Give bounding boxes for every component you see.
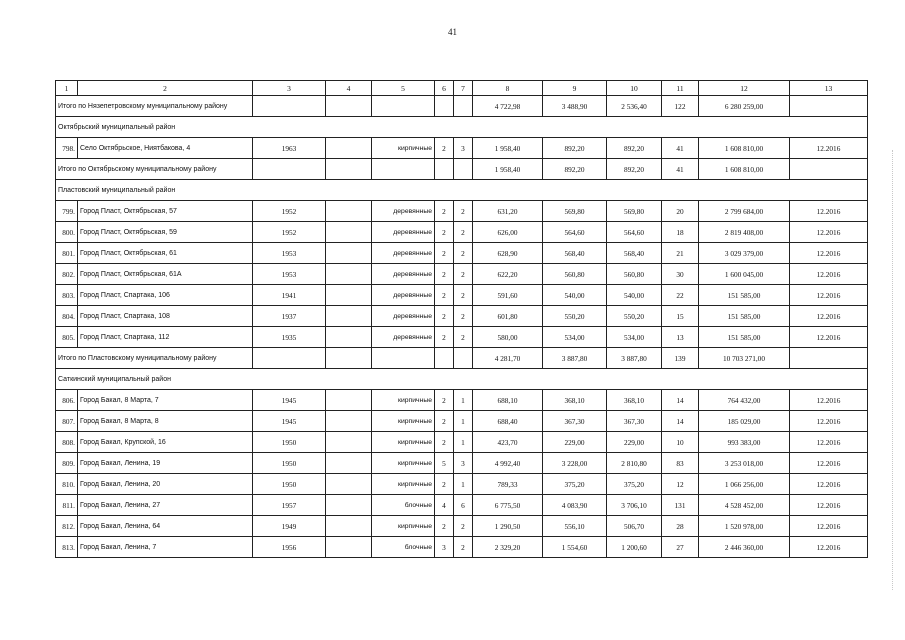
year-cell: 1950 bbox=[253, 474, 326, 495]
living-area-cell: 3 228,00 bbox=[543, 453, 607, 474]
deadline-cell: 12.2016 bbox=[790, 327, 868, 348]
entrances-cell: 1 bbox=[454, 432, 473, 453]
residents-cell: 12 bbox=[662, 474, 699, 495]
empty-cell bbox=[326, 348, 372, 369]
table-row bbox=[56, 306, 868, 327]
living-area-cell: 556,10 bbox=[543, 516, 607, 537]
floors-cell: 2 bbox=[435, 243, 454, 264]
address-cell: Город Бакал, Ленина, 64 bbox=[78, 516, 253, 537]
address-cell: Город Бакал, 8 Марта, 7 bbox=[78, 390, 253, 411]
residential-area-cell: 368,10 bbox=[607, 390, 662, 411]
material-cell: блочные bbox=[372, 495, 435, 516]
total-living-area: 892,20 bbox=[543, 159, 607, 180]
deadline-cell: 12.2016 bbox=[790, 474, 868, 495]
address-cell: Город Пласт, Октябрьская, 59 bbox=[78, 222, 253, 243]
address-cell: Город Пласт, Октябрьская, 61А bbox=[78, 264, 253, 285]
table-row bbox=[56, 432, 868, 453]
material-cell: блочные bbox=[372, 537, 435, 558]
total-cost: 6 280 259,00 bbox=[699, 96, 790, 117]
total-residents: 122 bbox=[662, 96, 699, 117]
entrances-cell: 3 bbox=[454, 138, 473, 159]
cost-cell: 764 432,00 bbox=[699, 390, 790, 411]
material-cell: кирпичные bbox=[372, 390, 435, 411]
area-cell: 423,70 bbox=[473, 432, 543, 453]
area-cell: 591,60 bbox=[473, 285, 543, 306]
total-residential-area: 3 887,80 bbox=[607, 348, 662, 369]
table-row bbox=[56, 495, 868, 516]
housing-table bbox=[55, 80, 868, 558]
residents-cell: 13 bbox=[662, 327, 699, 348]
header-row bbox=[56, 81, 868, 96]
col4-cell bbox=[326, 411, 372, 432]
year-cell: 1963 bbox=[253, 138, 326, 159]
cost-cell: 3 253 018,00 bbox=[699, 453, 790, 474]
cost-cell: 151 585,00 bbox=[699, 327, 790, 348]
col4-cell bbox=[326, 222, 372, 243]
material-cell: деревянные bbox=[372, 327, 435, 348]
floors-cell: 2 bbox=[435, 474, 454, 495]
row-number: 810. bbox=[56, 474, 78, 495]
floors-cell: 4 bbox=[435, 495, 454, 516]
area-cell: 789,33 bbox=[473, 474, 543, 495]
section-row bbox=[56, 117, 868, 138]
material-cell: деревянные bbox=[372, 201, 435, 222]
entrances-cell: 1 bbox=[454, 390, 473, 411]
residents-cell: 18 bbox=[662, 222, 699, 243]
residents-cell: 41 bbox=[662, 138, 699, 159]
table-row bbox=[56, 222, 868, 243]
year-cell: 1953 bbox=[253, 264, 326, 285]
year-cell: 1950 bbox=[253, 432, 326, 453]
cost-cell: 1 066 256,00 bbox=[699, 474, 790, 495]
table-row bbox=[56, 537, 868, 558]
address-cell: Город Пласт, Спартака, 112 bbox=[78, 327, 253, 348]
col4-cell bbox=[326, 390, 372, 411]
living-area-cell: 4 083,90 bbox=[543, 495, 607, 516]
material-cell: кирпичные bbox=[372, 516, 435, 537]
deadline-cell: 12.2016 bbox=[790, 138, 868, 159]
residents-cell: 30 bbox=[662, 264, 699, 285]
area-cell: 4 992,40 bbox=[473, 453, 543, 474]
entrances-cell: 3 bbox=[454, 453, 473, 474]
floors-cell: 2 bbox=[435, 201, 454, 222]
row-number: 812. bbox=[56, 516, 78, 537]
area-cell: 628,90 bbox=[473, 243, 543, 264]
residential-area-cell: 560,80 bbox=[607, 264, 662, 285]
col4-cell bbox=[326, 495, 372, 516]
empty-cell bbox=[253, 96, 326, 117]
year-cell: 1941 bbox=[253, 285, 326, 306]
table-row bbox=[56, 285, 868, 306]
row-number: 813. bbox=[56, 537, 78, 558]
total-residential-area: 892,20 bbox=[607, 159, 662, 180]
row-number: 806. bbox=[56, 390, 78, 411]
empty-cell bbox=[454, 96, 473, 117]
total-deadline bbox=[790, 348, 868, 369]
header-cell: 5 bbox=[372, 81, 435, 96]
deadline-cell: 12.2016 bbox=[790, 285, 868, 306]
entrances-cell: 2 bbox=[454, 327, 473, 348]
residential-area-cell: 229,00 bbox=[607, 432, 662, 453]
table-row bbox=[56, 201, 868, 222]
section-title: Октябрьский муниципальный район bbox=[56, 117, 868, 138]
floors-cell: 2 bbox=[435, 432, 454, 453]
residential-area-cell: 506,70 bbox=[607, 516, 662, 537]
area-cell: 622,20 bbox=[473, 264, 543, 285]
header-cell: 4 bbox=[326, 81, 372, 96]
empty-cell bbox=[454, 348, 473, 369]
year-cell: 1953 bbox=[253, 243, 326, 264]
total-row bbox=[56, 159, 868, 180]
entrances-cell: 2 bbox=[454, 285, 473, 306]
empty-cell bbox=[435, 348, 454, 369]
row-number: 807. bbox=[56, 411, 78, 432]
material-cell: кирпичные bbox=[372, 411, 435, 432]
area-cell: 6 775,50 bbox=[473, 495, 543, 516]
floors-cell: 5 bbox=[435, 453, 454, 474]
header-cell: 12 bbox=[699, 81, 790, 96]
cost-cell: 2 446 360,00 bbox=[699, 537, 790, 558]
section-title: Саткинский муниципальный район bbox=[56, 369, 868, 390]
deadline-cell: 12.2016 bbox=[790, 390, 868, 411]
residents-cell: 15 bbox=[662, 306, 699, 327]
deadline-cell: 12.2016 bbox=[790, 201, 868, 222]
deadline-cell: 12.2016 bbox=[790, 411, 868, 432]
row-number: 811. bbox=[56, 495, 78, 516]
area-cell: 2 329,20 bbox=[473, 537, 543, 558]
living-area-cell: 1 554,60 bbox=[543, 537, 607, 558]
row-number: 800. bbox=[56, 222, 78, 243]
page-number: 41 bbox=[448, 27, 457, 37]
empty-cell bbox=[253, 159, 326, 180]
living-area-cell: 550,20 bbox=[543, 306, 607, 327]
deadline-cell: 12.2016 bbox=[790, 537, 868, 558]
year-cell: 1952 bbox=[253, 201, 326, 222]
year-cell: 1957 bbox=[253, 495, 326, 516]
address-cell: Город Бакал, Ленина, 19 bbox=[78, 453, 253, 474]
year-cell: 1956 bbox=[253, 537, 326, 558]
table-row bbox=[56, 474, 868, 495]
empty-cell bbox=[326, 159, 372, 180]
empty-cell bbox=[372, 348, 435, 369]
living-area-cell: 560,80 bbox=[543, 264, 607, 285]
col4-cell bbox=[326, 285, 372, 306]
residential-area-cell: 367,30 bbox=[607, 411, 662, 432]
residents-cell: 83 bbox=[662, 453, 699, 474]
cost-cell: 2 799 684,00 bbox=[699, 201, 790, 222]
col4-cell bbox=[326, 201, 372, 222]
area-cell: 688,10 bbox=[473, 390, 543, 411]
area-cell: 631,20 bbox=[473, 201, 543, 222]
residents-cell: 14 bbox=[662, 390, 699, 411]
floors-cell: 2 bbox=[435, 516, 454, 537]
living-area-cell: 564,60 bbox=[543, 222, 607, 243]
residential-area-cell: 540,00 bbox=[607, 285, 662, 306]
total-area: 4 281,70 bbox=[473, 348, 543, 369]
total-label: Итого по Нязепетровскому муниципальному району bbox=[56, 96, 253, 117]
entrances-cell: 2 bbox=[454, 516, 473, 537]
residential-area-cell: 534,00 bbox=[607, 327, 662, 348]
year-cell: 1935 bbox=[253, 327, 326, 348]
row-number: 805. bbox=[56, 327, 78, 348]
residential-area-cell: 3 706,10 bbox=[607, 495, 662, 516]
material-cell: деревянные bbox=[372, 306, 435, 327]
residents-cell: 20 bbox=[662, 201, 699, 222]
cost-cell: 1 520 978,00 bbox=[699, 516, 790, 537]
entrances-cell: 6 bbox=[454, 495, 473, 516]
deadline-cell: 12.2016 bbox=[790, 264, 868, 285]
total-row bbox=[56, 96, 868, 117]
living-area-cell: 534,00 bbox=[543, 327, 607, 348]
table-row bbox=[56, 411, 868, 432]
cost-cell: 1 600 045,00 bbox=[699, 264, 790, 285]
col4-cell bbox=[326, 474, 372, 495]
table-row bbox=[56, 390, 868, 411]
deadline-cell: 12.2016 bbox=[790, 495, 868, 516]
header-cell: 3 bbox=[253, 81, 326, 96]
living-area-cell: 367,30 bbox=[543, 411, 607, 432]
section-title: Пластовский муниципальный район bbox=[56, 180, 868, 201]
deadline-cell: 12.2016 bbox=[790, 432, 868, 453]
total-label: Итого по Октябрьскому муниципальному району bbox=[56, 159, 253, 180]
empty-cell bbox=[326, 96, 372, 117]
row-number: 801. bbox=[56, 243, 78, 264]
floors-cell: 2 bbox=[435, 285, 454, 306]
cost-cell: 151 585,00 bbox=[699, 306, 790, 327]
address-cell: Город Бакал, Ленина, 27 bbox=[78, 495, 253, 516]
floors-cell: 2 bbox=[435, 306, 454, 327]
deadline-cell: 12.2016 bbox=[790, 243, 868, 264]
floors-cell: 2 bbox=[435, 138, 454, 159]
entrances-cell: 2 bbox=[454, 306, 473, 327]
empty-cell bbox=[454, 159, 473, 180]
table-row bbox=[56, 264, 868, 285]
cost-cell: 993 383,00 bbox=[699, 432, 790, 453]
residents-cell: 131 bbox=[662, 495, 699, 516]
address-cell: Город Пласт, Спартака, 106 bbox=[78, 285, 253, 306]
total-cost: 1 608 810,00 bbox=[699, 159, 790, 180]
address-cell: Город Бакал, Крупской, 16 bbox=[78, 432, 253, 453]
table-body bbox=[56, 81, 868, 558]
residential-area-cell: 568,40 bbox=[607, 243, 662, 264]
total-living-area: 3 488,90 bbox=[543, 96, 607, 117]
scan-edge-noise bbox=[892, 150, 894, 590]
empty-cell bbox=[253, 348, 326, 369]
total-label: Итого по Пластовскому муниципальному району bbox=[56, 348, 253, 369]
year-cell: 1945 bbox=[253, 390, 326, 411]
entrances-cell: 1 bbox=[454, 411, 473, 432]
cost-cell: 2 819 408,00 bbox=[699, 222, 790, 243]
residential-area-cell: 375,20 bbox=[607, 474, 662, 495]
residents-cell: 27 bbox=[662, 537, 699, 558]
entrances-cell: 2 bbox=[454, 201, 473, 222]
total-deadline bbox=[790, 159, 868, 180]
entrances-cell: 1 bbox=[454, 474, 473, 495]
year-cell: 1945 bbox=[253, 411, 326, 432]
material-cell: деревянные bbox=[372, 222, 435, 243]
deadline-cell: 12.2016 bbox=[790, 222, 868, 243]
header-cell: 10 bbox=[607, 81, 662, 96]
table-row bbox=[56, 453, 868, 474]
header-cell: 13 bbox=[790, 81, 868, 96]
total-row bbox=[56, 348, 868, 369]
empty-cell bbox=[372, 159, 435, 180]
deadline-cell: 12.2016 bbox=[790, 453, 868, 474]
total-area: 1 958,40 bbox=[473, 159, 543, 180]
living-area-cell: 368,10 bbox=[543, 390, 607, 411]
cost-cell: 151 585,00 bbox=[699, 285, 790, 306]
section-row bbox=[56, 369, 868, 390]
entrances-cell: 2 bbox=[454, 537, 473, 558]
total-deadline bbox=[790, 96, 868, 117]
total-residential-area: 2 536,40 bbox=[607, 96, 662, 117]
col4-cell bbox=[326, 453, 372, 474]
material-cell: кирпичные bbox=[372, 432, 435, 453]
address-cell: Город Бакал, Ленина, 7 bbox=[78, 537, 253, 558]
row-number: 809. bbox=[56, 453, 78, 474]
material-cell: кирпичные bbox=[372, 474, 435, 495]
total-area: 4 722,98 bbox=[473, 96, 543, 117]
empty-cell bbox=[372, 96, 435, 117]
section-row bbox=[56, 180, 868, 201]
deadline-cell: 12.2016 bbox=[790, 516, 868, 537]
entrances-cell: 2 bbox=[454, 243, 473, 264]
col4-cell bbox=[326, 138, 372, 159]
residential-area-cell: 569,80 bbox=[607, 201, 662, 222]
total-living-area: 3 887,80 bbox=[543, 348, 607, 369]
living-area-cell: 540,00 bbox=[543, 285, 607, 306]
header-cell: 9 bbox=[543, 81, 607, 96]
total-cost: 10 703 271,00 bbox=[699, 348, 790, 369]
address-cell: Город Бакал, 8 Марта, 8 bbox=[78, 411, 253, 432]
floors-cell: 3 bbox=[435, 537, 454, 558]
table-row bbox=[56, 516, 868, 537]
year-cell: 1950 bbox=[253, 453, 326, 474]
living-area-cell: 375,20 bbox=[543, 474, 607, 495]
year-cell: 1949 bbox=[253, 516, 326, 537]
row-number: 808. bbox=[56, 432, 78, 453]
table-row bbox=[56, 243, 868, 264]
cost-cell: 4 528 452,00 bbox=[699, 495, 790, 516]
residential-area-cell: 564,60 bbox=[607, 222, 662, 243]
row-number: 803. bbox=[56, 285, 78, 306]
deadline-cell: 12.2016 bbox=[790, 306, 868, 327]
year-cell: 1937 bbox=[253, 306, 326, 327]
cost-cell: 185 029,00 bbox=[699, 411, 790, 432]
header-cell: 11 bbox=[662, 81, 699, 96]
header-cell: 8 bbox=[473, 81, 543, 96]
area-cell: 626,00 bbox=[473, 222, 543, 243]
living-area-cell: 892,20 bbox=[543, 138, 607, 159]
residents-cell: 10 bbox=[662, 432, 699, 453]
col4-cell bbox=[326, 327, 372, 348]
row-number: 804. bbox=[56, 306, 78, 327]
area-cell: 1 958,40 bbox=[473, 138, 543, 159]
address-cell: Село Октябрьское, Ниятбакова, 4 bbox=[78, 138, 253, 159]
material-cell: деревянные bbox=[372, 285, 435, 306]
area-cell: 601,80 bbox=[473, 306, 543, 327]
col4-cell bbox=[326, 537, 372, 558]
row-number: 802. bbox=[56, 264, 78, 285]
floors-cell: 2 bbox=[435, 264, 454, 285]
empty-cell bbox=[435, 159, 454, 180]
cost-cell: 3 029 379,00 bbox=[699, 243, 790, 264]
row-number: 798. bbox=[56, 138, 78, 159]
entrances-cell: 2 bbox=[454, 222, 473, 243]
year-cell: 1952 bbox=[253, 222, 326, 243]
total-residents: 139 bbox=[662, 348, 699, 369]
area-cell: 1 290,50 bbox=[473, 516, 543, 537]
residential-area-cell: 1 200,60 bbox=[607, 537, 662, 558]
col4-cell bbox=[326, 516, 372, 537]
material-cell: кирпичные bbox=[372, 453, 435, 474]
area-cell: 688,40 bbox=[473, 411, 543, 432]
address-cell: Город Пласт, Спартака, 108 bbox=[78, 306, 253, 327]
header-cell: 7 bbox=[454, 81, 473, 96]
header-cell: 2 bbox=[78, 81, 253, 96]
area-cell: 580,00 bbox=[473, 327, 543, 348]
material-cell: деревянные bbox=[372, 243, 435, 264]
entrances-cell: 2 bbox=[454, 264, 473, 285]
cost-cell: 1 608 810,00 bbox=[699, 138, 790, 159]
empty-cell bbox=[435, 96, 454, 117]
living-area-cell: 229,00 bbox=[543, 432, 607, 453]
address-cell: Город Бакал, Ленина, 20 bbox=[78, 474, 253, 495]
address-cell: Город Пласт, Октябрьская, 61 bbox=[78, 243, 253, 264]
residents-cell: 21 bbox=[662, 243, 699, 264]
residents-cell: 14 bbox=[662, 411, 699, 432]
material-cell: деревянные bbox=[372, 264, 435, 285]
table-row bbox=[56, 327, 868, 348]
col4-cell bbox=[326, 432, 372, 453]
col4-cell bbox=[326, 243, 372, 264]
col4-cell bbox=[326, 264, 372, 285]
residents-cell: 28 bbox=[662, 516, 699, 537]
living-area-cell: 568,40 bbox=[543, 243, 607, 264]
header-cell: 6 bbox=[435, 81, 454, 96]
material-cell: кирпичные bbox=[372, 138, 435, 159]
living-area-cell: 569,80 bbox=[543, 201, 607, 222]
col4-cell bbox=[326, 306, 372, 327]
floors-cell: 2 bbox=[435, 327, 454, 348]
floors-cell: 2 bbox=[435, 390, 454, 411]
table-row bbox=[56, 138, 868, 159]
header-cell: 1 bbox=[56, 81, 78, 96]
residents-cell: 22 bbox=[662, 285, 699, 306]
total-residents: 41 bbox=[662, 159, 699, 180]
row-number: 799. bbox=[56, 201, 78, 222]
address-cell: Город Пласт, Октябрьская, 57 bbox=[78, 201, 253, 222]
floors-cell: 2 bbox=[435, 222, 454, 243]
residential-area-cell: 2 810,80 bbox=[607, 453, 662, 474]
residential-area-cell: 892,20 bbox=[607, 138, 662, 159]
floors-cell: 2 bbox=[435, 411, 454, 432]
residential-area-cell: 550,20 bbox=[607, 306, 662, 327]
